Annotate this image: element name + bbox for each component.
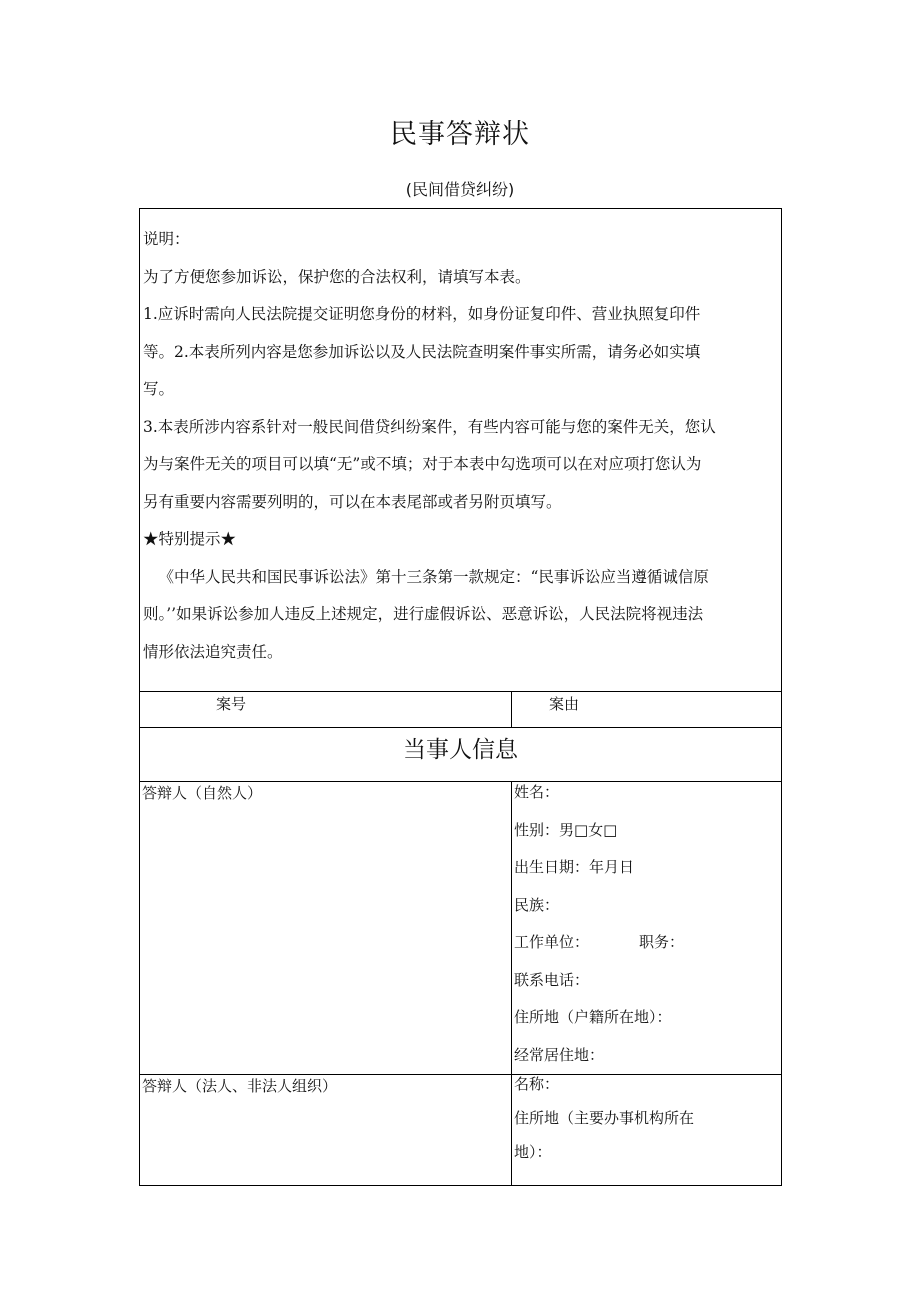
instructions-line: 为与案件无关的项目可以填“无”或不填；对于本表中勾选项可以在对应项打您认为 (143, 455, 702, 473)
natural-person-fields (512, 782, 782, 1075)
natural-person-label-cell (140, 782, 512, 1075)
document-subtitle: (民间借贷纠纷) (405, 180, 515, 199)
position-field[interactable]: 职务： (639, 933, 685, 951)
natural-person-label: 答辩人（自然人） (142, 784, 263, 802)
document-title: 民事答辩状 (390, 119, 530, 150)
org-address-field-cont[interactable]: 地）： (514, 1143, 552, 1161)
gender-field[interactable] (514, 812, 779, 850)
instructions-line: 1.应诉时需向人民法院提交证明您身份的材料，如身份证复印件、营业执照复印件 (143, 305, 701, 323)
residence-field[interactable]: 经常居住地： (514, 1045, 605, 1064)
special-notice-heading: ★特别提示★ (143, 530, 237, 548)
legal-person-fields (512, 1075, 782, 1186)
instructions-line: 3.本表所涉内容系针对一般民间借贷纠纷案件，有些内容可能与您的案件无关，您认 (143, 417, 716, 436)
org-name-field[interactable]: 名称： (514, 1075, 560, 1093)
instructions-heading: 说明： (143, 230, 190, 248)
case-number-label: 案号 (216, 695, 247, 713)
instructions-line: 等。2.本表所列内容是您参加诉讼以及人民法院查明案件事实所需，请务必如实填 (143, 342, 701, 361)
case-number-cell[interactable] (140, 692, 512, 728)
domicile-field[interactable]: 住所地（户籍所在地）： (514, 1008, 672, 1026)
instructions-line: 另有重要内容需要列明的，可以在本表尾部或者另附页填写。 (143, 492, 562, 511)
legal-person-label-cell (140, 1075, 512, 1186)
work-unit-row (514, 924, 779, 962)
special-notice-line: 情形依法追究责任。 (143, 642, 283, 661)
phone-field[interactable]: 联系电话： (514, 970, 590, 989)
instructions-cell (140, 209, 782, 692)
ethnicity-field[interactable]: 民族： (514, 895, 560, 914)
org-address-field[interactable]: 住所地（主要办事机构所在 (514, 1109, 695, 1127)
party-info-heading: 当事人信息 (140, 728, 782, 782)
gender-label: 性别：男□女□ (514, 820, 618, 839)
name-field[interactable]: 姓名： (514, 783, 560, 801)
special-notice-line: 则。’’如果诉讼参加人违反上述规定，进行虚假诉讼、恶意诉讼，人民法院将视违法 (143, 605, 704, 623)
special-notice-line: 《中华人民共和国民事诉讼法》第十三条第一款规定：“民事诉讼应当遵循诚信原 (158, 567, 709, 586)
instructions-line: 为了方便您参加诉讼，保护您的合法权利，请填写本表。 (143, 267, 531, 286)
work-unit-field[interactable]: 工作单位： (514, 933, 590, 951)
defense-form-table (139, 208, 782, 1186)
case-cause-cell[interactable] (512, 692, 782, 728)
birth-date-field[interactable]: 出生日期：年月日 (514, 858, 635, 876)
case-cause-label: 案由 (549, 695, 580, 713)
legal-person-label: 答辩人（法人、非法人组织） (142, 1077, 338, 1095)
instructions-line: 写。 (143, 380, 175, 398)
